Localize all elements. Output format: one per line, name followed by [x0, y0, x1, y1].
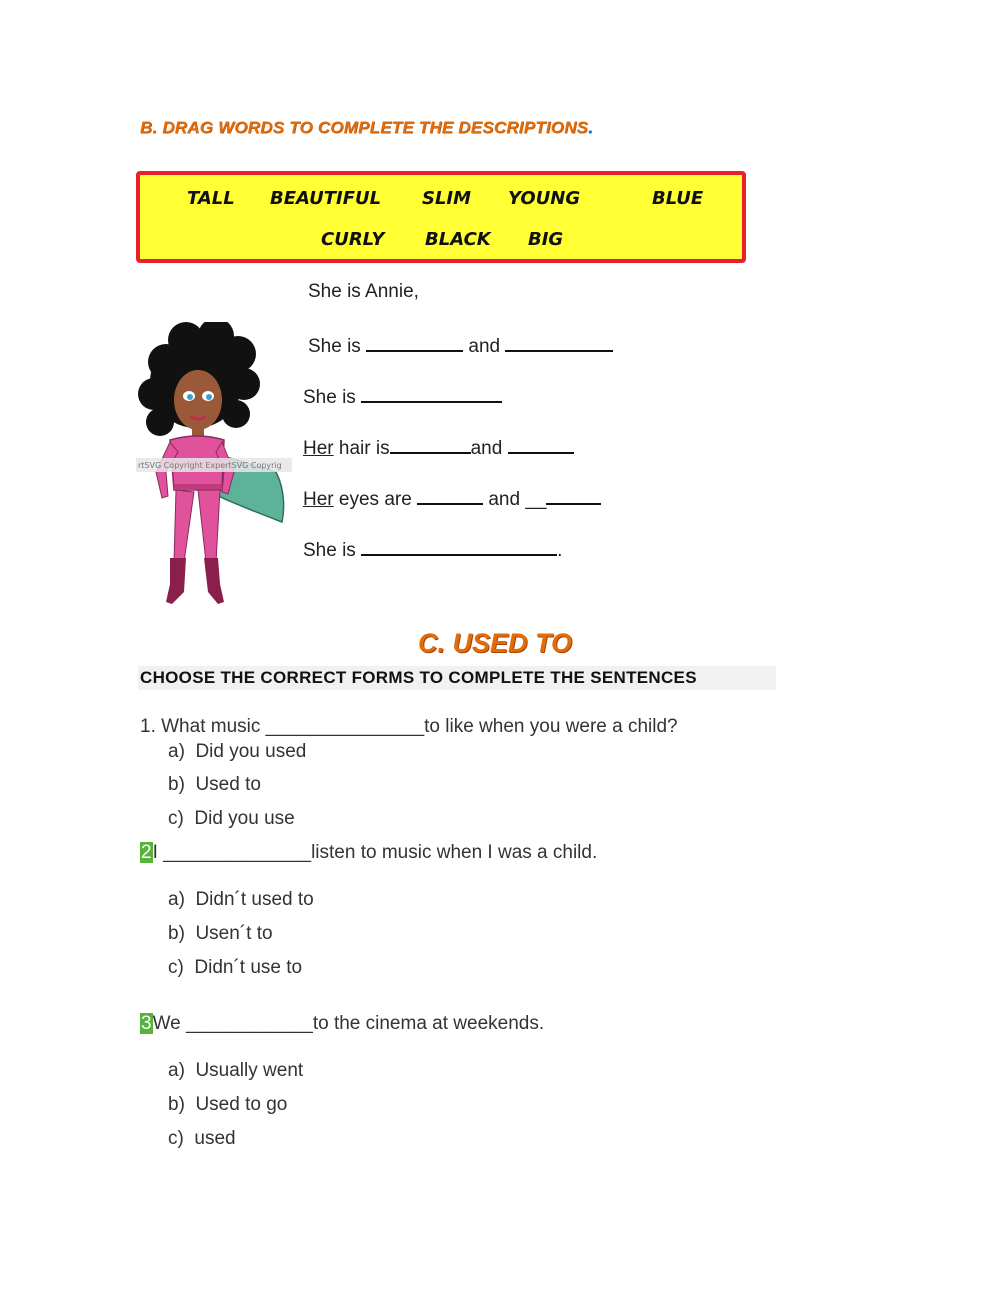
drop-blank[interactable] [361, 383, 502, 403]
question-3: 3We ____________to the cinema at weekends. [141, 1013, 545, 1034]
question-2-option-b[interactable]: b) Usen´t to [168, 923, 273, 944]
word-tile-blue[interactable]: BLUE [652, 188, 704, 209]
superhero-illustration [136, 322, 292, 606]
word-tile-tall[interactable]: TALL [187, 188, 235, 209]
drop-blank[interactable] [366, 332, 463, 352]
word-tile-beautiful[interactable]: BEAUTIFUL [270, 188, 382, 209]
word-bank [136, 171, 746, 263]
question-1-option-a[interactable]: a) Did you used [168, 741, 307, 762]
description-line-5: Her eyes are and __ [303, 485, 601, 511]
description-line-3: She is [303, 383, 502, 409]
word-tile-young[interactable]: YOUNG [508, 188, 581, 209]
question-3-option-c[interactable]: c) used [168, 1128, 236, 1149]
drop-blank[interactable] [508, 434, 574, 454]
section-c-title: C. USED TO [418, 628, 573, 658]
drop-blank[interactable] [505, 332, 613, 352]
section-b-title: B. DRAG WORDS TO COMPLETE THE DESCRIPTIONS. [140, 118, 594, 137]
question-2: 2I ______________listen to music when I was a child. [141, 842, 598, 863]
drop-blank[interactable] [390, 434, 471, 454]
section-c-instruction: CHOOSE THE CORRECT FORMS TO COMPLETE THE SENTENCES [138, 666, 776, 690]
question-3-option-a[interactable]: a) Usually went [168, 1060, 304, 1081]
drop-blank[interactable] [546, 485, 601, 505]
question-number-badge: 3 [141, 1013, 152, 1034]
word-tile-curly[interactable]: CURLY [321, 229, 385, 250]
question-2-option-c[interactable]: c) Didn´t use to [168, 957, 303, 978]
drop-blank[interactable] [361, 536, 557, 556]
drop-blank[interactable] [417, 485, 483, 505]
watermark-text: rtSVG Copyright ExpertSVG Copyrig [138, 461, 282, 470]
question-1-option-c[interactable]: c) Did you use [168, 808, 295, 829]
description-line-1: She is Annie, [308, 281, 419, 302]
word-tile-big[interactable]: BIG [528, 229, 564, 250]
question-1-option-b[interactable]: b) Used to [168, 774, 261, 795]
question-2-option-a[interactable]: a) Didn´t used to [168, 889, 314, 910]
description-line-4: Her hair is and [303, 434, 574, 460]
description-line-6: She is . [303, 536, 562, 562]
word-tile-slim[interactable]: SLIM [422, 188, 472, 209]
question-number-badge: 2 [141, 842, 152, 863]
word-tile-black[interactable]: BLACK [425, 229, 491, 250]
question-1: 1. What music _______________to like when you were a child? [140, 716, 678, 737]
question-3-option-b[interactable]: b) Used to go [168, 1094, 288, 1115]
description-line-2: She is and [308, 332, 613, 358]
